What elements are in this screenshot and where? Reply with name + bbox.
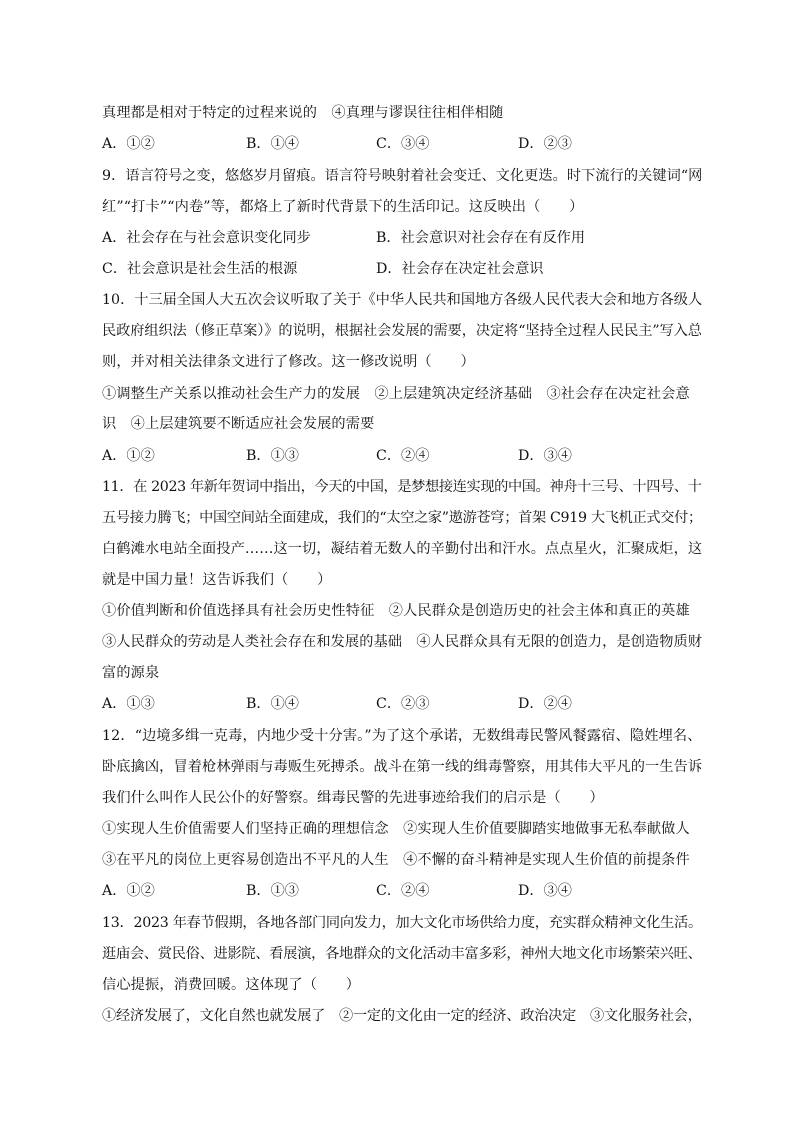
q11-statements-line-2: ③人民群众的劳动是人类社会存在和发展的基础 ④人民群众具有无限的创造力，是创造物质财 <box>102 634 703 650</box>
q10-options <box>102 446 702 466</box>
q12-stem-line-3: 我们什么叫作人民公仆的好警察。缉毒民警的先进事迹给我们的启示是（ ） <box>102 790 604 806</box>
q10-option-a[interactable]: A．①② <box>102 448 155 464</box>
q8-statement-cont: 真理都是相对于特定的过程来说的 ④真理与谬误往往相伴相随 <box>102 105 504 121</box>
q9-option-d[interactable]: D．社会存在决定社会意识 <box>376 261 544 277</box>
q12-stem-line-1: 12．“边境多缉一克毒，内地少受十分害。”为了这个承诺，无数缉毒民警风餐露宿、隐姓埋名、 <box>102 728 702 744</box>
q12-options <box>102 881 702 901</box>
q9-option-a[interactable]: A．社会存在与社会意识变化同步 <box>102 230 311 246</box>
q11-options <box>102 694 702 714</box>
q11-stem-line-4: 就是中国力量！这告诉我们（ ） <box>102 572 332 588</box>
q8-option-b[interactable]: B．①④ <box>246 136 299 152</box>
q8-options <box>102 134 702 154</box>
q10-statements-line-2: 识 ④上层建筑要不断适应社会发展的需要 <box>102 416 375 432</box>
q9-option-c[interactable]: C．社会意识是社会生活的根源 <box>102 261 298 277</box>
q10-statements-line-1: ①调整生产关系以推动社会生产力的发展 ②上层建筑决定经济基础 ③社会存在决定社会意 <box>102 386 690 402</box>
q13-statements-line-1: ①经济发展了，文化自然也就发展了 ②一定的文化由一定的经济、政治决定 ③文化服务社会， <box>102 1008 702 1024</box>
q11-option-b[interactable]: B．①④ <box>246 696 299 712</box>
q9-option-b[interactable]: B．社会意识对社会存在有反作用 <box>376 230 586 246</box>
q10-stem-line-3: 则，并对相关法律条文进行了修改。这一修改说明（ ） <box>102 354 475 370</box>
q12-option-b[interactable]: B．①③ <box>246 883 299 899</box>
q12-option-a[interactable]: A．①② <box>102 883 155 899</box>
q10-stem-line-2: 民政府组织法（修正草案）》的说明，根据社会发展的需要，决定将“坚持全过程人民民主”写入总 <box>102 323 702 339</box>
q8-option-a[interactable]: A．①② <box>102 136 155 152</box>
q13-stem-line-3: 信心提振，消费回暖。这体现了（ ） <box>102 977 361 993</box>
q12-option-d[interactable]: D．③④ <box>518 883 572 899</box>
q9-options-row-1 <box>102 228 702 248</box>
q13-stem-line-2: 逛庙会、赏民俗、进影院、看展演，各地群众的文化活动丰富多彩，神州大地文化市场繁荣兴旺、 <box>102 946 702 962</box>
q10-option-d[interactable]: D．③④ <box>518 448 572 464</box>
q11-option-c[interactable]: C．②③ <box>376 696 430 712</box>
q9-stem-line-2: 红”“打卡”“内卷”等，都烙上了新时代背景下的生活印记。这反映出（ ） <box>102 199 584 215</box>
q11-stem-line-1: 11．在 2023 年新年贺词中指出，今天的中国，是梦想接连实现的中国。神舟十三号、十四号、十 <box>102 479 702 495</box>
q12-stem-line-2: 卧底擒凶，冒着枪林弹雨与毒贩生死搏杀。战斗在第一线的缉毒警察，用其伟大平凡的一生告诉 <box>102 759 703 775</box>
q9-stem-line-1: 9．语言符号之变，悠悠岁月留痕。语言符号映射着社会变迁、文化更迭。时下流行的关键词“网 <box>102 168 703 184</box>
q11-statements-line-3: 富的源泉 <box>102 665 160 681</box>
q11-option-a[interactable]: A．①③ <box>102 696 155 712</box>
q10-stem-line-1: 10．十三届全国人大五次会议听取了关于《中华人民共和国地方各级人民代表大会和地方各级人 <box>102 292 703 308</box>
q10-option-b[interactable]: B．①③ <box>246 448 299 464</box>
q12-statements-line-2: ③在平凡的岗位上更容易创造出不平凡的人生 ④不懈的奋斗精神是实现人生价值的前提条件 <box>102 852 690 868</box>
q11-stem-line-2: 五号接力腾飞；中国空间站全面建成，我们的“太空之家”遨游苍穹；首架 C919 大飞机正式交付； <box>102 510 702 526</box>
q10-option-c[interactable]: C．②④ <box>376 448 430 464</box>
q11-option-d[interactable]: D．②④ <box>518 696 572 712</box>
q11-statements-line-1: ①价值判断和价值选择具有社会历史性特征 ②人民群众是创造历史的社会主体和真正的英雄 <box>102 603 690 619</box>
q9-options-row-2 <box>102 259 702 279</box>
q8-option-d[interactable]: D．②③ <box>518 136 572 152</box>
q8-option-c[interactable]: C．③④ <box>376 136 430 152</box>
q13-stem-line-1: 13．2023 年春节假期，各地各部门同向发力，加大文化市场供给力度，充实群众精神文化生活。 <box>102 915 702 931</box>
q12-option-c[interactable]: C．②④ <box>376 883 430 899</box>
q12-statements-line-1: ①实现人生价值需要人们坚持正确的理想信念 ②实现人生价值要脚踏实地做事无私奉献做人 <box>102 821 690 837</box>
q11-stem-line-3: 白鹤滩水电站全面投产……这一切，凝结着无数人的辛勤付出和汗水。点点星火，汇聚成炬，这 <box>102 541 703 557</box>
